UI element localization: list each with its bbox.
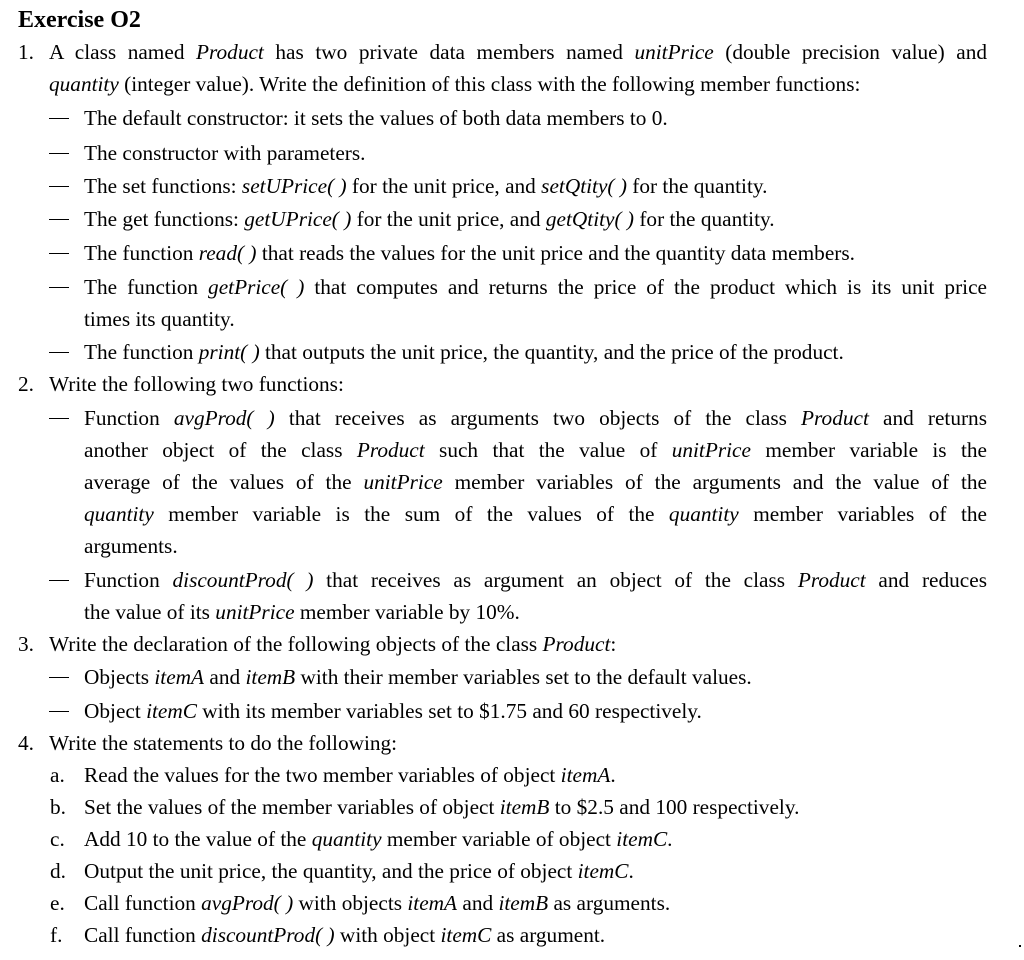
q1-line-2: quantity (integer value). Write the definition of this class with the following member functions: <box>49 72 861 96</box>
q1-number: 1. <box>18 40 34 64</box>
q2-discountprod-line-2: the value of its unitPrice member variable by 10%. <box>84 600 520 624</box>
q2-number: 2. <box>18 372 34 396</box>
q2-avgprod-line-2: another object of the class Product such that the value of unitPrice member variable is the <box>84 438 987 462</box>
bullet-dash <box>49 253 69 254</box>
q1-bullet-print: The function print( ) that outputs the unit price, the quantity, and the price of the product. <box>84 340 844 364</box>
bullet-dash <box>49 580 69 581</box>
q4-item-a-letter: a. <box>50 763 65 787</box>
q4-item-c: Add 10 to the value of the quantity member variable of object itemC. <box>84 827 673 851</box>
stray-dot <box>1019 945 1021 947</box>
q4-item-d: Output the unit price, the quantity, and the price of object itemC. <box>84 859 634 883</box>
q2-line-1: Write the following two functions: <box>49 372 344 396</box>
bullet-dash <box>49 153 69 154</box>
q4-item-c-letter: c. <box>50 827 65 851</box>
q4-number: 4. <box>18 731 34 755</box>
exercise-title: Exercise O2 <box>18 7 141 33</box>
q1-bullet-getprice-line-2: times its quantity. <box>84 307 235 331</box>
bullet-dash <box>49 118 69 119</box>
q1-bullet-default-constructor: The default constructor: it sets the values of both data members to 0. <box>84 106 668 130</box>
bullet-dash <box>49 677 69 678</box>
q4-item-e: Call function avgProd( ) with objects itemA and itemB as arguments. <box>84 891 671 915</box>
q1-bullet-set-functions: The set functions: setUPrice( ) for the unit price, and setQtity( ) for the quantity. <box>84 174 768 198</box>
q2-avgprod-line-3: average of the values of the unitPrice member variables of the arguments and the value of the <box>84 470 987 494</box>
bullet-dash <box>49 352 69 353</box>
q1-bullet-getprice-line-1: The function getPrice( ) that computes and returns the price of the product which is its unit price <box>84 275 987 299</box>
q3-bullet-itemC: Object itemC with its member variables set to $1.75 and 60 respectively. <box>84 699 702 723</box>
q4-item-b-letter: b. <box>50 795 66 819</box>
bullet-dash <box>49 287 69 288</box>
q1-bullet-read: The function read( ) that reads the values for the unit price and the quantity data members. <box>84 241 855 265</box>
q2-avgprod-line-5: arguments. <box>84 534 178 558</box>
bullet-dash <box>49 418 69 419</box>
q3-line-1: Write the declaration of the following objects of the class Product: <box>49 632 617 656</box>
q3-bullet-itemA-itemB: Objects itemA and itemB with their member variables set to the default values. <box>84 665 752 689</box>
bullet-dash <box>49 219 69 220</box>
q4-item-b: Set the values of the member variables of object itemB to $2.5 and 100 respectively. <box>84 795 800 819</box>
q2-discountprod-line-1: Function discountProd( ) that receives as argument an object of the class Product and reduces <box>84 568 987 592</box>
q1-line-1: A class named Product has two private data members named unitPrice (double precision value) and <box>49 40 987 64</box>
q1-bullet-param-constructor: The constructor with parameters. <box>84 141 366 165</box>
q4-item-f: Call function discountProd( ) with object itemC as argument. <box>84 923 606 947</box>
q1-bullet-get-functions: The get functions: getUPrice( ) for the unit price, and getQtity( ) for the quantity. <box>84 207 775 231</box>
q2-avgprod-line-4: quantity member variable is the sum of the values of the quantity member variables of the <box>84 502 987 526</box>
q4-item-d-letter: d. <box>50 859 66 883</box>
q4-line-1: Write the statements to do the following: <box>49 731 398 755</box>
q4-item-f-letter: f. <box>50 923 63 947</box>
q4-item-a: Read the values for the two member variables of object itemA. <box>84 763 616 787</box>
q3-number: 3. <box>18 632 34 656</box>
q4-item-e-letter: e. <box>50 891 65 915</box>
q2-avgprod-line-1: Function avgProd( ) that receives as arguments two objects of the class Product and returns <box>84 406 987 430</box>
bullet-dash <box>49 711 69 712</box>
bullet-dash <box>49 186 69 187</box>
